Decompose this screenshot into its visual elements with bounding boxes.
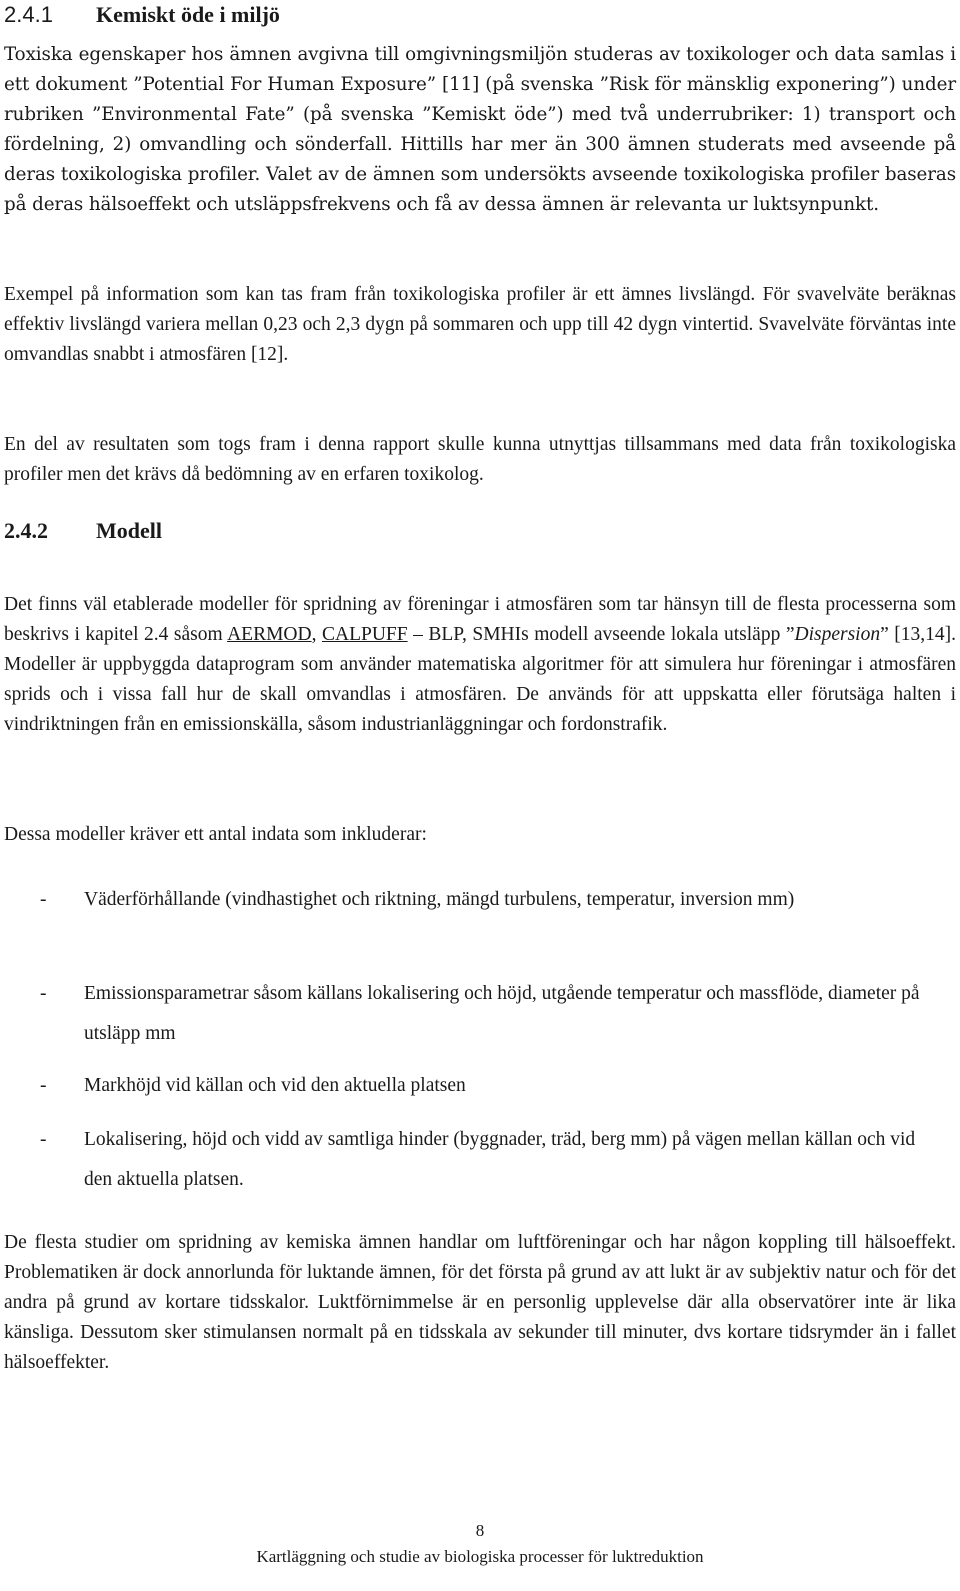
- list-item-text: Väderförhållande (vindhastighet och riktning, mängd turbulens, temperatur, inversion mm): [84, 889, 795, 910]
- list-item-text: Emissionsparametrar såsom källans lokalisering och höjd, utgående temperatur och massflöde, diameter på utsläpp mm: [84, 983, 920, 1044]
- text-run: – BLP, SMHIs modell avseende lokala utsläpp ”: [407, 624, 795, 645]
- paragraph-lifetime-example: Exempel på information som kan tas fram från toxikologiska profiler är ett ämnes livslängd. För svavelväte beräknas effektiv livslängd variera mellan 0,23 och 2,3 dygn på sommaren och upp till 42 dygn vintertid. Svavelväte förväntas inte omvandlas snabbt i atmosfären [12].: [4, 284, 956, 365]
- text-run: ,: [311, 624, 322, 645]
- italic-term: Dispersion: [794, 624, 881, 645]
- text-run: Det finns väl etablerade modeller för spridning av föreningar i atmosfären som tar hänsyn till de flesta processerna som beskrivs i kapitel 2.4 såsom: [4, 594, 956, 645]
- paragraph-odour-dispersion: De flesta studier om spridning av kemiska ämnen handlar om luftföreningar och har någon koppling till hälsoeffekt. Problematiken är dock annorlunda för luktande ämnen, för det första på grund av att lukt är av subjektiv natur och för det andra på grund av kortare tidsskalor. Luktförnimmelse är en personlig upplevelse där alla observatörer inte är lika känsliga. Dessutom sker stimulansen normalt på en tidsskala av sekunder till minuter, dvs kortare tidsrymder än i fallet hälsoeffekter.: [4, 1232, 956, 1373]
- section-title: Modell: [96, 518, 162, 543]
- section-number: 2.4.1: [4, 2, 53, 27]
- list-dash: -: [40, 983, 47, 1004]
- list-dash: -: [40, 1129, 47, 1150]
- paragraph-toxic-properties: Toxiska egenskaper hos ämnen avgivna till omgivningsmiljön studeras av toxikologer och data samlas i ett dokument ”Potential For Human Exposure” [11] (på svenska ”Risk för mänsklig exponering”) under rubriken ”Environmental Fate” (på svenska ”Kemiskt öde”) med två underrubriker: 1) transport och fördelning, 2) omvandling och sönderfall. Hittills har mer än 300 ämnen studerats med avseende på deras toxikologiska profiler. Valet av de ämnen som undersökts avseende toxikologiska profiler baseras på deras hälsoeffekt och utsläppsfrekvens och få av dessa ämnen är relevanta ur luktsynpunkt.: [4, 44, 956, 215]
- list-dash: -: [40, 889, 47, 910]
- text-run: ” [13,14]. Modeller är uppbyggda dataprogram som använder matematiska algoritmer för att simulera hur föreningar i atmosfären sprids och i vissa fall hur de skall omvandlas i atmosfären. De används för att uppskatta eller förutsäga halten i vindriktningen från en emissionskälla, såsom industrianläggningar och fordonstrafik.: [4, 624, 956, 735]
- paragraph-dispersion-models: [4, 590, 956, 740]
- list-item-text: Lokalisering, höjd och vidd av samtliga hinder (byggnader, träd, berg mm) på vägen mellan källan och vid den aktuella platsen.: [84, 1129, 916, 1190]
- list-dash: -: [40, 1075, 47, 1096]
- aermod-link[interactable]: AERMOD: [227, 624, 312, 645]
- section-heading-2-4-1: [4, 0, 956, 30]
- running-footer-title: Kartläggning och studie av biologiska processer för luktreduktion: [256, 1547, 704, 1566]
- paragraph-results-usage: En del av resultaten som togs fram i denna rapport skulle kunna utnyttjas tillsammans med data från toxikologiska profiler men det krävs då bedömning av en erfaren toxikolog.: [4, 434, 956, 485]
- section-heading-2-4-2: [4, 516, 956, 546]
- section-title: Kemiskt öde i miljö: [96, 2, 280, 27]
- section-number: 2.4.2: [4, 518, 48, 543]
- calpuff-link[interactable]: CALPUFF: [321, 624, 408, 645]
- list-item-text: Markhöjd vid källan och vid den aktuella platsen: [84, 1075, 466, 1096]
- page-number: 8: [475, 1521, 485, 1540]
- paragraph-input-data-intro: Dessa modeller kräver ett antal indata som inkluderar:: [4, 824, 427, 845]
